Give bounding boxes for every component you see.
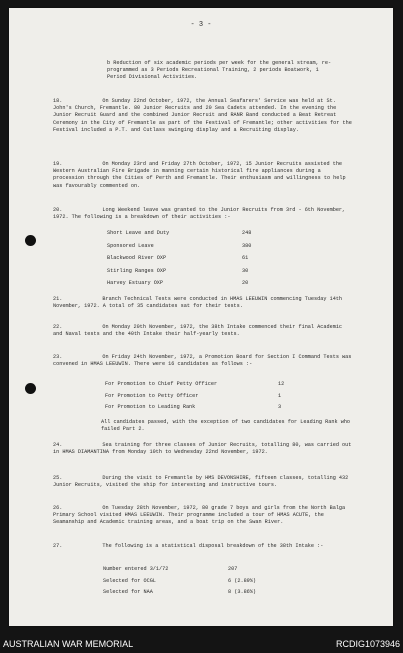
row-value: 380	[242, 242, 252, 249]
row-label: Number entered 3/1/72	[103, 566, 169, 572]
row-label: For Promotion to Petty Officer	[105, 392, 199, 399]
paragraph-25-text	[53, 475, 353, 489]
document-page	[9, 8, 393, 626]
promotion-table	[105, 381, 305, 416]
paragraph-number: 24.	[53, 442, 63, 448]
paragraph-23-continued	[101, 419, 353, 433]
item-b: b Reduction of six academic periods per week for the general stream, re-programmed as 3 Periods Recreational Training, 2 periods Boatwork, 1 Period Divisional Activities.	[107, 60, 332, 81]
leave-row	[107, 280, 267, 293]
leave-row	[107, 255, 267, 268]
paragraph-22	[53, 324, 353, 338]
row-value: 8 (3.86%)	[228, 589, 257, 595]
paragraph-number: 22.	[53, 324, 63, 330]
paragraph-20-text	[53, 207, 353, 221]
row-value: 61	[242, 255, 249, 261]
row-label: Blackwood River OXP	[107, 255, 167, 261]
row-value: 3	[278, 404, 282, 410]
intake-row	[103, 578, 343, 590]
promotion-row	[105, 404, 305, 416]
paragraph-24	[53, 442, 353, 456]
paragraph-27	[53, 543, 353, 550]
paragraph-body: Sea training for three classes of Junior Recruits, totalling 80, was carried out in HMAS DIAMANTINA from Monday 10th to Wednesday 22nd November, 1972.	[53, 442, 352, 456]
paragraph-body: All candidates passed, with the exception of two candidates for Leading Rank who failed Part 2.	[101, 419, 351, 433]
paragraph-26	[53, 505, 353, 527]
paragraph-19-text	[53, 161, 353, 190]
paragraph-26-text	[53, 505, 353, 527]
paragraph-number: 27.	[53, 543, 63, 549]
paragraph-body: The following is a statistical disposal breakdown of the 38th Intake :-	[102, 543, 324, 549]
row-label: Harvey Estuary OXP	[107, 280, 164, 286]
paragraph-number: 23.	[53, 354, 63, 360]
intake-statistics-table	[103, 566, 343, 601]
row-label: Sponsored Leave	[107, 242, 154, 249]
leave-row	[107, 230, 267, 243]
paragraph-18	[53, 98, 353, 134]
row-label: Selected for NAA	[103, 589, 153, 595]
row-label: Stirling Ranges OXP	[107, 267, 167, 274]
paragraph-number: 19.	[53, 161, 63, 167]
paragraph-number: 25.	[53, 475, 63, 481]
paragraph-number: 21.	[53, 296, 63, 302]
paragraph-23	[53, 354, 353, 368]
paragraph-body: Long Weekend leave was granted to the Junior Recruits from 3rd - 6th November, 1972. The following is a breakdown of their activities :-	[53, 207, 346, 221]
intake-row	[103, 566, 343, 578]
row-value: 207	[228, 566, 238, 572]
row-label: For Promotion to Chief Petty Officer	[105, 381, 218, 387]
punch-hole	[25, 235, 36, 246]
row-value: 248	[242, 230, 252, 236]
paragraph-22-text	[53, 324, 353, 338]
promotion-row	[105, 393, 305, 405]
paragraph-body: On Monday 23rd and Friday 27th October, 1972, 15 Junior Recruits assisted the Western Australian Fire Brigade in manning certain historical fire appliances during a procession through the Cities of Perth and Fremantle. Their enthusiasm and willingness to help was favourably commented on.	[53, 161, 346, 189]
paragraph-number: 18.	[53, 98, 63, 104]
punch-hole	[25, 383, 36, 394]
paragraph-number: 20.	[53, 207, 63, 213]
paragraph-body: On Friday 24th November, 1972, a Promotion Board for Section I Command Tests was convened in HMAS LEEUWIN. There were 16 candidates as follows :-	[53, 354, 352, 368]
row-value: 6 (2.89%)	[228, 577, 257, 584]
paragraph-18-text	[53, 98, 353, 134]
leave-row	[107, 243, 267, 256]
row-value: 12	[278, 381, 285, 387]
row-label: Short Leave and Duty	[107, 230, 170, 236]
intake-row	[103, 589, 343, 601]
row-value: 1	[278, 392, 282, 399]
paragraph-body: Branch Technical Tests were conducted in HMAS LEEUWIN commencing Tuesday 14th November, 1972. A total of 35 candidates sat for their tests.	[53, 296, 343, 310]
footer-source: AUSTRALIAN WAR MEMORIAL	[3, 639, 134, 649]
paragraph-23-text	[53, 354, 353, 368]
page-number: - 3 -	[190, 21, 212, 29]
row-value: 20	[242, 280, 249, 286]
paragraph-21	[53, 296, 353, 310]
paragraph-24-text	[53, 442, 353, 456]
paragraph-number: 26.	[53, 505, 63, 511]
paragraph-20	[53, 207, 353, 221]
paragraph-27-text	[53, 543, 353, 550]
leave-row	[107, 268, 267, 281]
row-label: For Promotion to Leading Rank	[105, 404, 196, 410]
row-label: Selected for OCGL	[103, 577, 156, 584]
paragraph-body: During the visit to Fremantle by HMS DEVONSHIRE, fifteen classes, totalling 432 Junior Recruits, visited the ship for interesting and instructive tours.	[53, 475, 349, 489]
paragraph-body: On Tuesday 28th November, 1972, 80 grade 7 boys and girls from the North Balga Primary School visited HMAS LEEUWIN. Their programme included a tour of HMAS ACUTE, the Seamanship and Academic training areas, and a boat trip on the Swan River.	[53, 505, 346, 526]
archive-footer	[0, 631, 403, 653]
paragraph-21-text	[53, 296, 353, 310]
paragraph-19	[53, 161, 353, 190]
paragraph-25	[53, 475, 353, 489]
row-value: 30	[242, 267, 249, 274]
promotion-row	[105, 381, 305, 393]
paragraph-body: On Sunday 22nd October, 1972, the Annual Seafarers' Service was held at St. John's Church, Fremantle. 80 Junior Recruits and 20 Sea Cadets attended. In the evening the Junior Recruit Guard and the combined Junior Recruit and RANR Band conducted a Beat Retreat Ceremony in the City of Fremantle as part of the Festival of Fremantle; other activities for the Festival included a P.T. and Cutlass swinging display and a Recruiting display.	[53, 98, 352, 133]
footer-id: RCDIG1073946	[335, 639, 400, 649]
leave-breakdown-table	[107, 230, 267, 293]
paragraph-body: On Monday 20th November, 1972, the 38th Intake commenced their final Academic and Naval tests and the 40th Intake their half-yearly tests.	[53, 324, 343, 338]
